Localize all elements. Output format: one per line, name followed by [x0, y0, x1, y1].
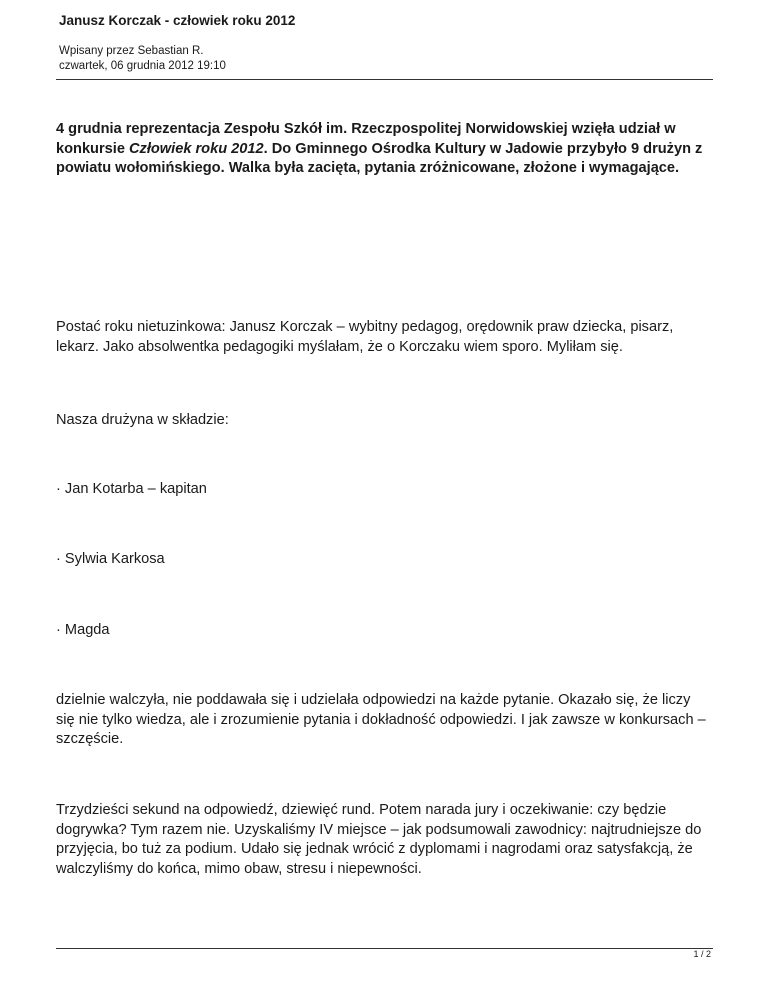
team-member: · Magda	[56, 622, 110, 638]
author-line: Wpisany przez Sebastian R.	[59, 45, 204, 57]
team-member: · Sylwia Karkosa	[56, 551, 165, 567]
document-page	[56, 0, 713, 994]
lead-paragraph	[56, 120, 713, 179]
date-line: czwartek, 06 grudnia 2012 19:10	[59, 60, 226, 72]
team-member: · Jan Kotarba – kapitan	[56, 481, 207, 497]
paragraph-competition: dzielnie walczyła, nie poddawała się i udzielała odpowiedzi na każde pytanie. Okazało się, że liczy się nie tylko wiedza, ale i zrozumienie pytania i dokładność odpowiedzi. I jak zawsze w konkursach – szczęście.	[56, 692, 706, 747]
lead-text-end: . Do Gminnego Ośrodka Kultury w Jadowie przybyło 9 drużyn z powiatu wołomińskiego. Walka była zacięta, pytania zróżnicowane, złożone i wymagające.	[56, 140, 703, 176]
footer-divider	[56, 948, 713, 949]
paragraph-team-intro: Nasza drużyna w składzie:	[56, 412, 229, 428]
article-meta	[59, 44, 226, 74]
lead-text-start: 4 grudnia reprezentacja Zespołu Szkół im. Rzeczpospolitej Norwidowskiej wzięła udział w konkursie	[56, 121, 676, 157]
page-number: 1 / 2	[693, 949, 711, 959]
header-divider	[56, 79, 713, 80]
paragraph-result: Trzydzieści sekund na odpowiedź, dziewięć rund. Potem narada jury i oczekiwanie: czy będzie dogrywka? Tym razem nie. Uzyskaliśmy IV miejsce – jak podsumowali zawodnicy: najtrudniejsze do przyjęcia, bo tuż za podium. Udało się jednak wrócić z dyplomami i nagrodami oraz satysfakcją, że walczyliśmy do końca, mimo obaw, stresu i niepewności.	[56, 802, 702, 877]
lead-italic-title: Człowiek roku 2012	[129, 140, 264, 157]
page-title: Janusz Korczak - człowiek roku 2012	[59, 13, 296, 28]
paragraph-korczak: Postać roku nietuzinkowa: Janusz Korczak – wybitny pedagog, orędownik praw dziecka, pisarz, lekarz. Jako absolwentka pedagogiki myślałam, że o Korczaku wiem sporo. Myliłam się.	[56, 319, 674, 355]
